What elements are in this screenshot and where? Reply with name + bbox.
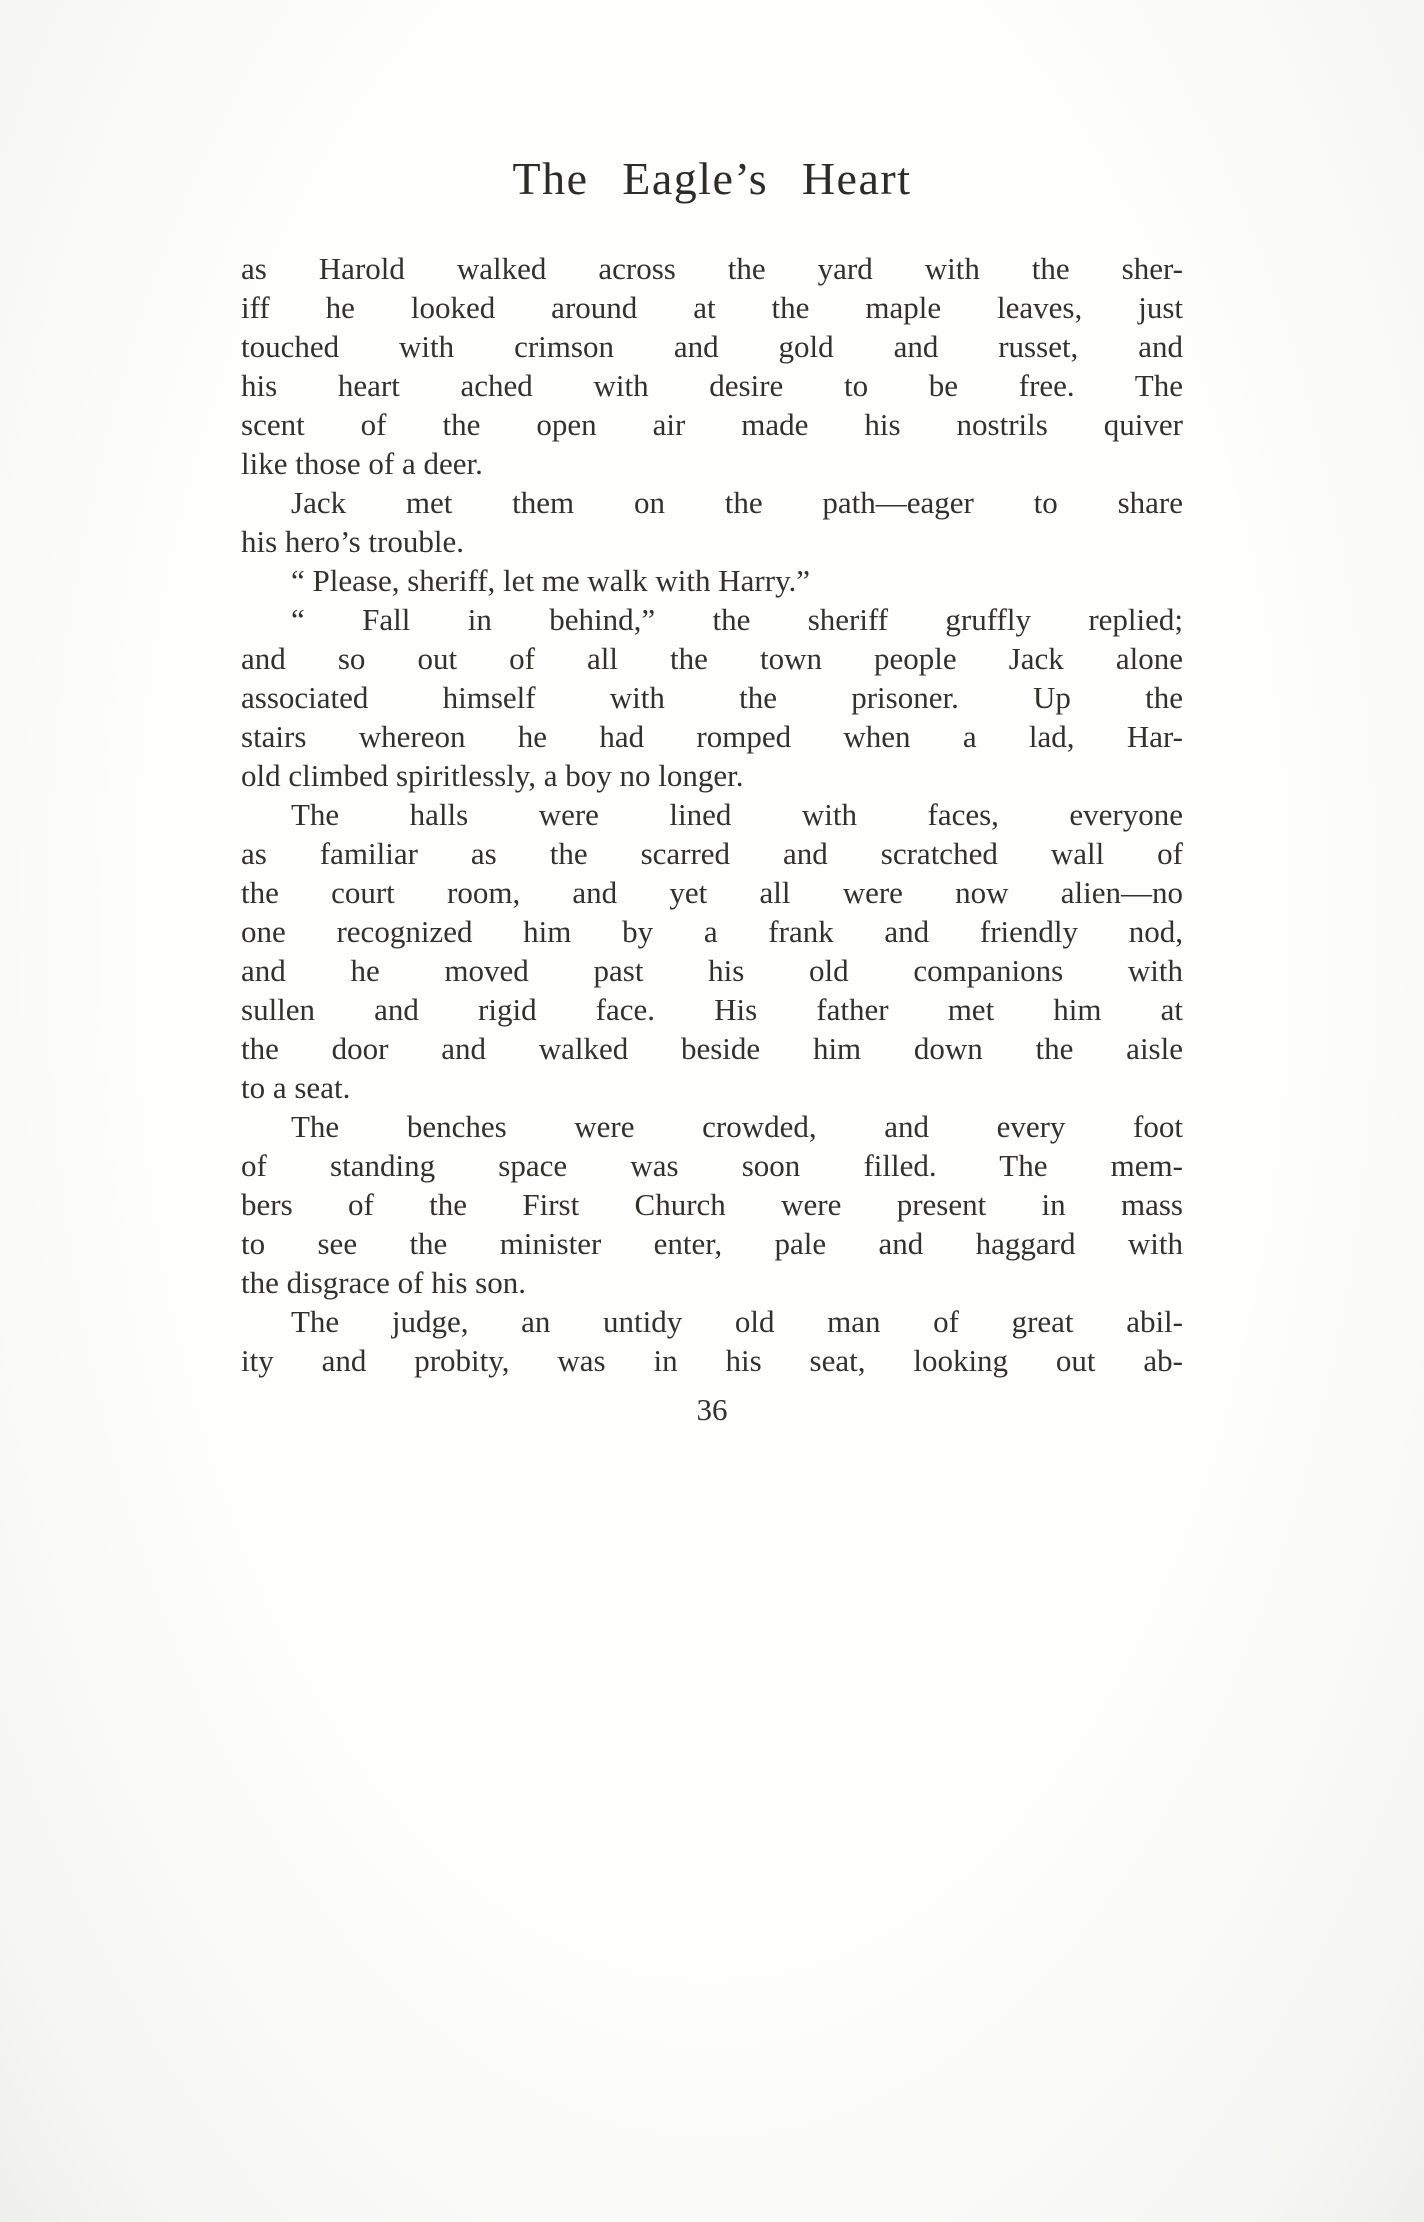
page-title: The Eagle’s Heart	[512, 153, 912, 204]
paragraph	[241, 600, 1183, 795]
text-line: ity and probity, was in his seat, looking out ab-	[241, 1343, 1183, 1378]
text-line: old climbed spiritlessly, a boy no longer.	[241, 758, 744, 793]
paragraph	[241, 795, 1183, 1107]
paragraph	[241, 1107, 1183, 1302]
text-line: to a seat.	[241, 1070, 351, 1105]
text-line: stairs whereon he had romped when a lad, Har-	[241, 719, 1183, 754]
text-line: associated himself with the prisoner. Up the	[241, 680, 1183, 715]
text-line: the court room, and yet all were now alien—no	[241, 875, 1183, 910]
text-line: of standing space was soon filled. The mem-	[241, 1148, 1183, 1183]
text-line: and he moved past his old companions with	[241, 953, 1183, 988]
text-line: Jack met them on the path—eager to share	[291, 485, 1183, 520]
text-line: The judge, an untidy old man of great abil-	[291, 1304, 1183, 1339]
text-line: bers of the First Church were present in mass	[241, 1187, 1183, 1222]
paragraph	[241, 1302, 1183, 1380]
text-line: the door and walked beside him down the aisle	[241, 1031, 1183, 1066]
text-line: to see the minister enter, pale and haggard with	[241, 1226, 1183, 1261]
text-line: touched with crimson and gold and russet, and	[241, 329, 1183, 364]
text-line: The halls were lined with faces, everyone	[291, 797, 1183, 832]
text-line: the disgrace of his son.	[241, 1265, 526, 1300]
page-number: 36	[696, 1392, 728, 1427]
page-body	[241, 249, 1183, 1380]
paragraph	[241, 483, 1183, 561]
text-line: one recognized him by a frank and friendly nod,	[241, 914, 1183, 949]
paragraph	[241, 249, 1183, 483]
text-line: sullen and rigid face. His father met him at	[241, 992, 1183, 1027]
text-line: iff he looked around at the maple leaves, just	[241, 290, 1183, 325]
text-line: The benches were crowded, and every foot	[291, 1109, 1183, 1144]
paragraph	[241, 561, 1183, 600]
text-line: scent of the open air made his nostrils quiver	[241, 407, 1183, 442]
text-line: and so out of all the town people Jack alone	[241, 641, 1183, 676]
text-line: like those of a deer.	[241, 446, 483, 481]
text-line: his heart ached with desire to be free. The	[241, 368, 1183, 403]
text-line: “ Please, sheriff, let me walk with Harry.”	[291, 563, 811, 598]
text-line: “ Fall in behind,” the sheriff gruffly replied;	[291, 602, 1183, 637]
text-line: his hero’s trouble.	[241, 524, 464, 559]
text-line: as Harold walked across the yard with the sher-	[241, 251, 1183, 286]
text-line: as familiar as the scarred and scratched wall of	[241, 836, 1183, 871]
